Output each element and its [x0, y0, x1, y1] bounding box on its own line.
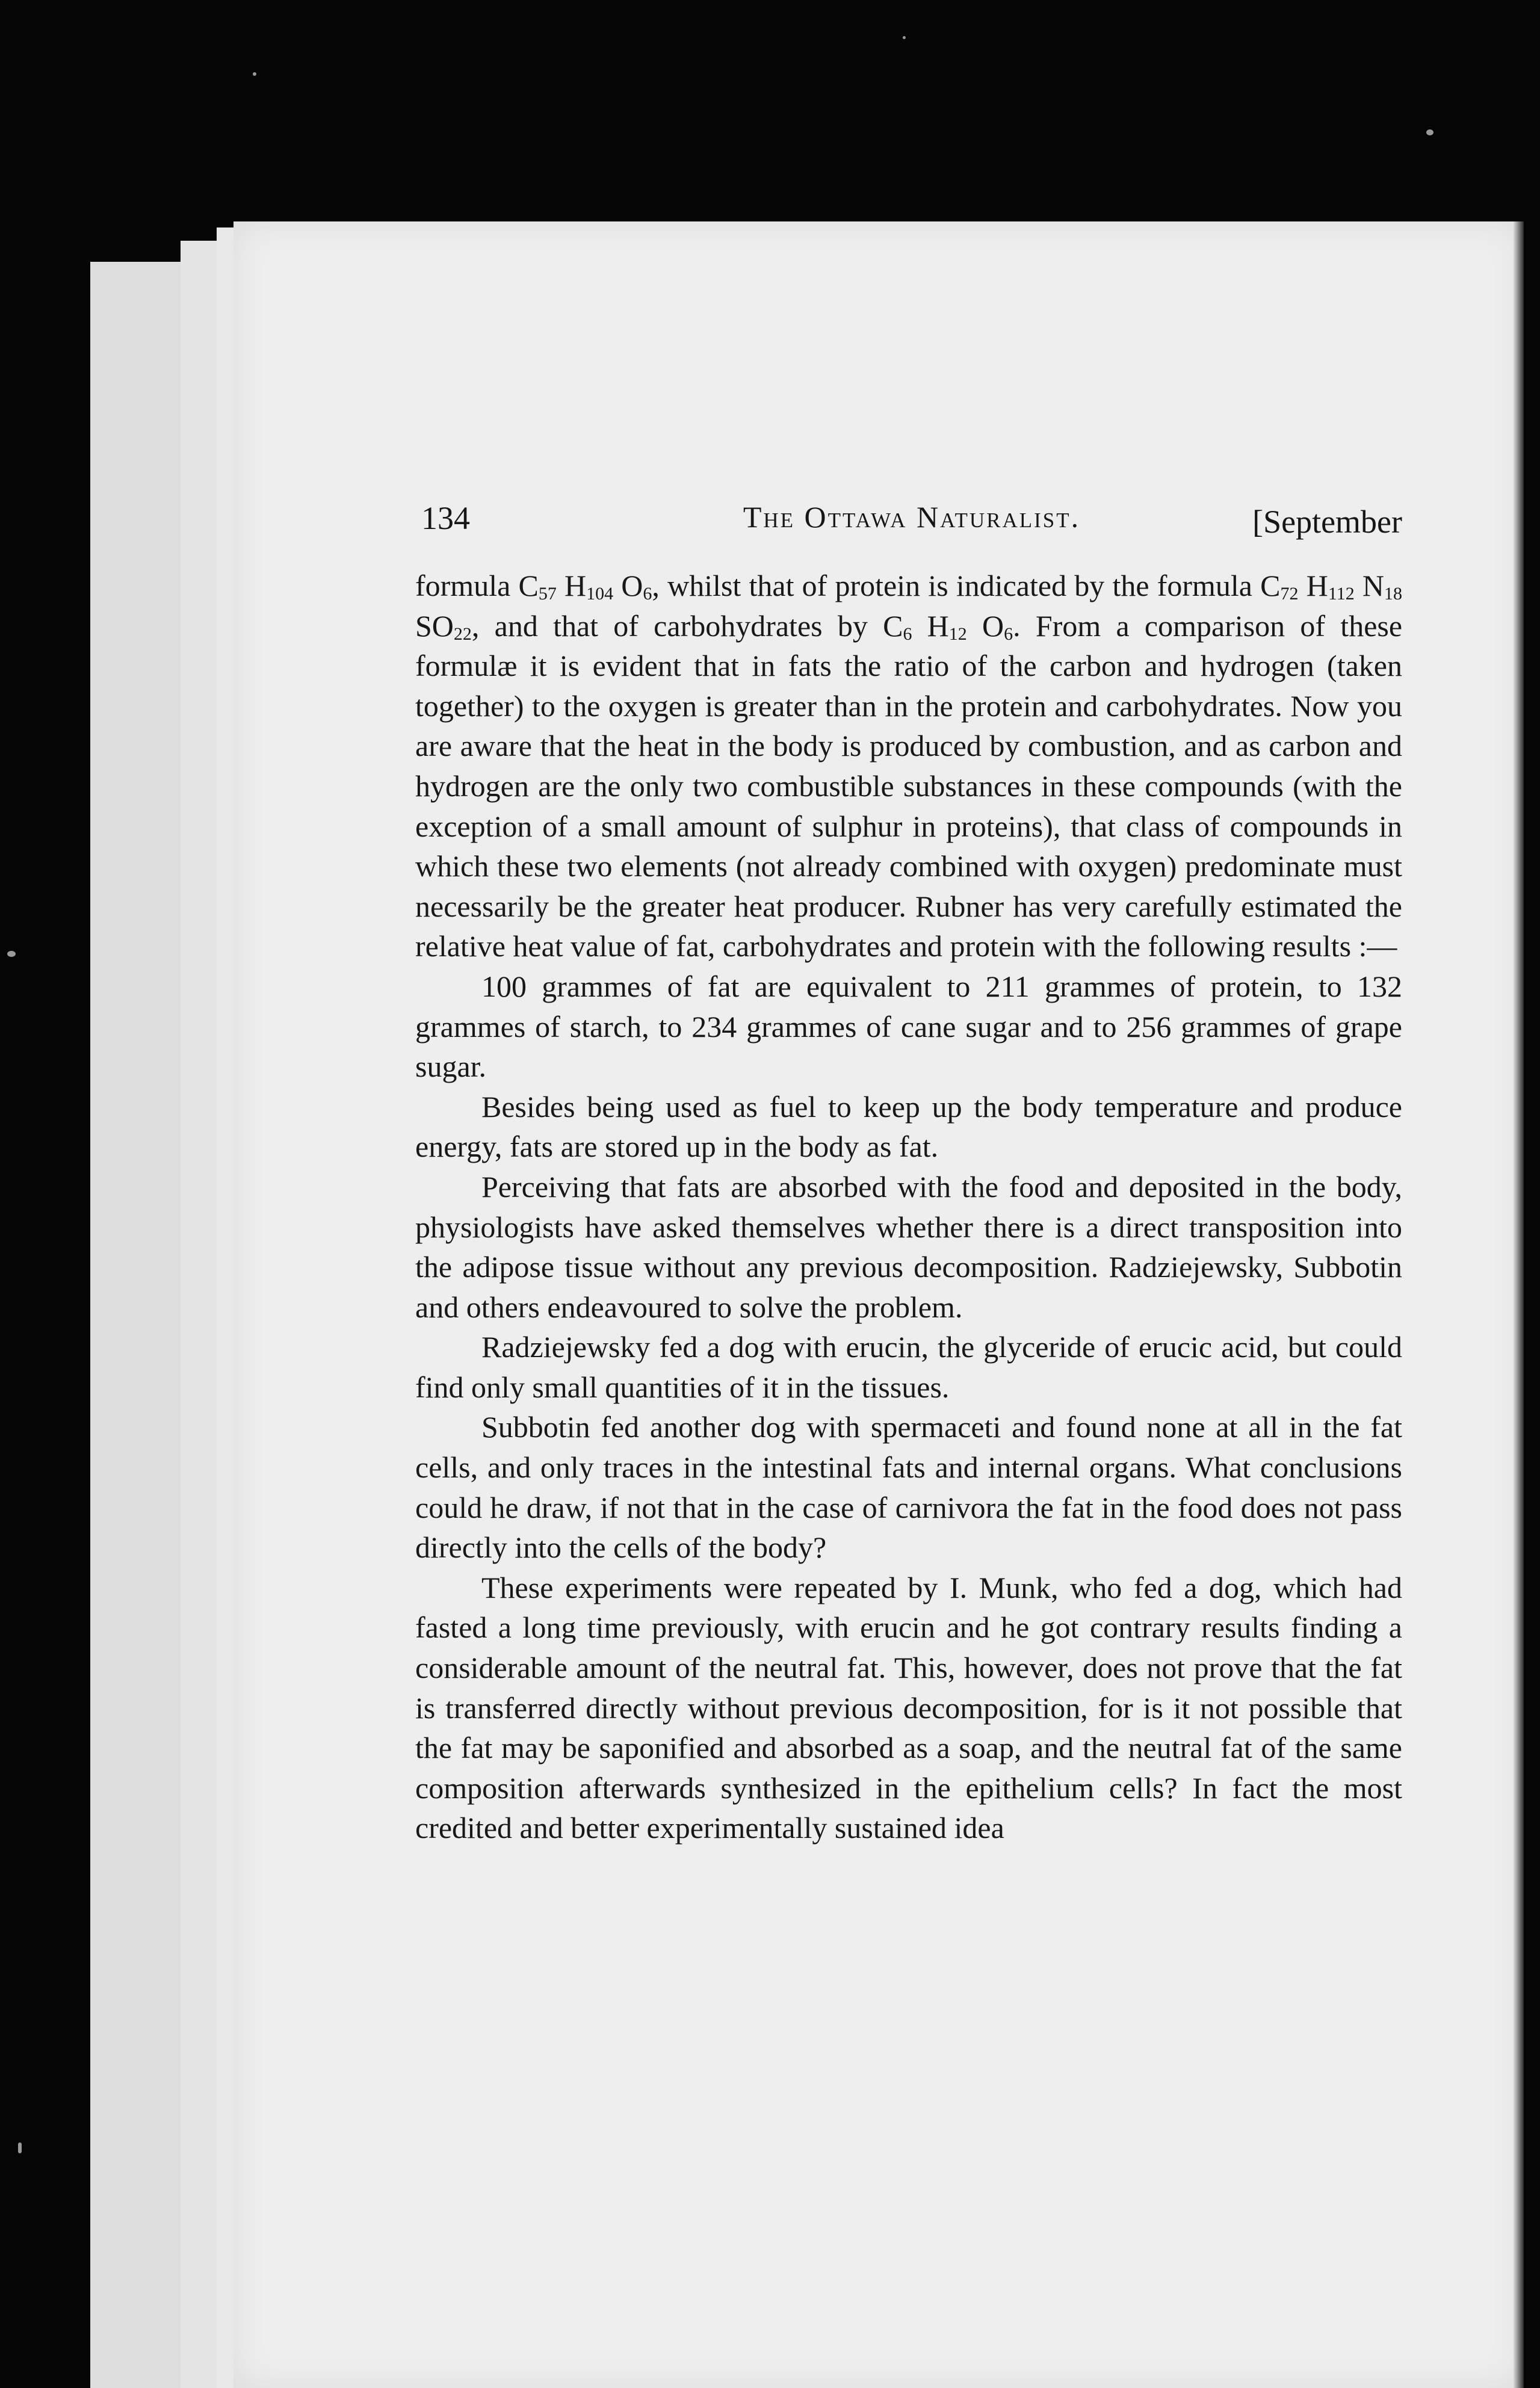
page-number: 134	[421, 500, 470, 536]
paragraph: These experiments were repeated by I. Munk, who fed a dog, which had fasted a long time previously, with erucin and he got contrary results finding a considerable amount of the neutral fat. This, however, does not prove that the fat is transferred directly without previous decomposition, for is it not possible that the fat may be saponified and absorbed as a soap, and the neutral fat of the same composition afterwards synthesized in the epithelium cells? In fact the most credited and better experimentally sustained idea	[415, 1570, 1402, 1845]
scan-speck	[18, 2142, 22, 2153]
page-edge-shadow	[1513, 221, 1524, 2388]
paragraph: Radziejewsky fed a dog with erucin, the glyceride of erucic acid, but could find only small quantities of it in the tissues.	[415, 1330, 1402, 1404]
paragraph: Besides being used as fuel to keep up the body temperature and produce energy, fats are stored up in the body as fat.	[415, 1089, 1402, 1164]
running-head	[421, 500, 1402, 548]
scan-speck	[1426, 129, 1433, 135]
paragraph-opening: formula $C_{57}$ $H_{104}$ $O_6$, whilst that of protein is indicated by the formula $C_{72}$ $H_{112}$ $N_{18}$ $SO_{22}$, and that of carbohydrates by $C_6$ $H_{12}$ $O_6$. From a comparison of these formulæ it is evident that in fats the ratio of the carbon and hydrogen (taken together) to the oxygen is greater than in the protein and carbohydrates. Now you are aware that the heat in the body is produced by combustion, and as carbon and hydrogen are the only two combustible substances in these compounds (with the exception of a small amount of sulphur in proteins), that class of compounds in which these two elements (not already combined with oxygen) predominate must necessarily be the greater heat producer. Rubner has very carefully estimated the relative heat value of fat, carbohydrates and protein with the following results :—	[415, 569, 1403, 964]
scan-speck	[903, 36, 906, 39]
paragraph: 100 grammes of fat are equivalent to 211 grammes of protein, to 132 grammes of starch, to 234 grammes of cane sugar and to 256 grammes of grape sugar.	[415, 969, 1402, 1084]
scan-speck	[253, 72, 256, 76]
scan-speck	[7, 951, 16, 957]
body-text	[415, 566, 1402, 1848]
paragraph: Perceiving that fats are absorbed with the food and deposited in the body, physiologists have asked themselves whether there is a direct transposition into the adipose tissue without any previous decomposition. Radziejewsky, Subbotin and others endeavoured to solve the problem.	[415, 1169, 1402, 1324]
section-month: [September	[1252, 504, 1402, 540]
journal-title: The Ottawa Naturalist.	[743, 500, 1081, 534]
paragraph: Subbotin fed another dog with spermaceti and found none at all in the fat cells, and only traces in the intestinal fats and internal organs. What conclusions could he draw, if not that in the case of carnivora the fat in the food does not pass directly into the cells of the body?	[415, 1410, 1402, 1565]
underlying-page-edge	[217, 227, 235, 2388]
